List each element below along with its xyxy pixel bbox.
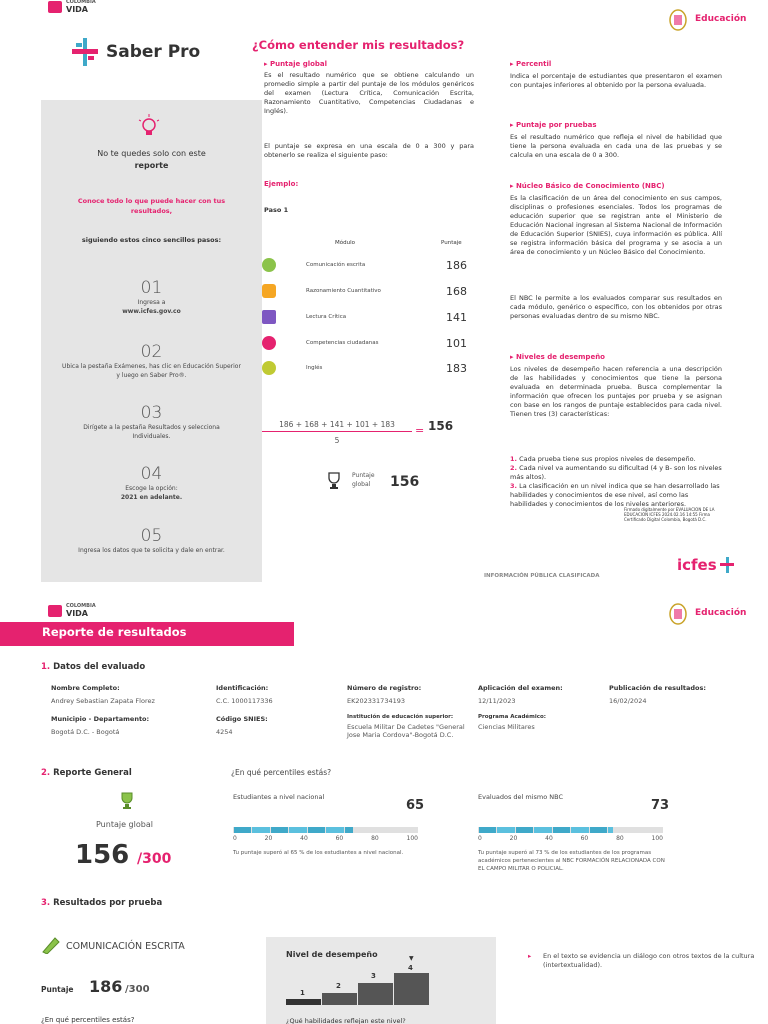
step-01	[41, 278, 262, 316]
field-exam-date: Aplicación del examen: 12/11/2023	[478, 684, 563, 705]
intro-bold: reporte	[134, 161, 169, 170]
level-panel: Nivel de desempeño 1 2 3 4 ▼ ¿Qué habilidades reflejan este nivel?	[266, 937, 496, 1024]
colombia-flag-icon	[48, 1, 62, 13]
colombia-vida-logo-2: COLOMBIA VIDA	[48, 604, 96, 618]
percentile-question: ¿En qué percentiles estás?	[231, 768, 332, 777]
module-score: 101	[446, 336, 467, 350]
percentil-text: Indica el porcentaje de estudiantes que presentaron el examen con puntajes inferiores al obtenido por la persona evaluada.	[510, 72, 722, 89]
percentil-title: ▸ Percentil	[510, 60, 552, 68]
nbc-title: ▸ Núcleo Básico de Conocimiento (NBC)	[510, 182, 665, 190]
module-score: 141	[446, 310, 467, 324]
bar-segment	[271, 827, 289, 833]
step-text: Ingresa los datos que te solicita y dale en entrar.	[78, 547, 225, 554]
levels-text: Los niveles de desempeño hacen referencia a una descripción de las habilidades y conocimientos que tiene la persona evaluada en determinada prueba. Busca complementar la información que ofrecen los puntajes por prueba y se asignan con base en los rangos de puntaje establecidos para cada nivel. Tienen tres (3) características:	[510, 365, 722, 418]
nbc-text-2: El NBC le permite a los evaluados comparar sus resultados en cada módulo, genérico o específico, con los obtenidos por otras personas evaluadas dentro de su mismo NBC.	[510, 294, 722, 320]
intro-text: No te quedes solo con este	[97, 149, 206, 158]
colombia-vida-logo	[48, 0, 96, 14]
saber-pro-label: Saber Pro	[106, 42, 201, 62]
pp-title: ▸ Puntaje por pruebas	[510, 121, 597, 129]
icfes-logo: icfes	[677, 556, 734, 574]
step-number: 03	[140, 403, 163, 423]
bar-segment	[590, 827, 608, 833]
levels-list	[510, 455, 722, 509]
calculator-icon	[262, 284, 276, 298]
globe-icon	[262, 336, 276, 350]
national-percentile	[233, 793, 426, 856]
bar-segment	[479, 827, 497, 833]
pencil-icon	[41, 936, 61, 954]
module-score: 186	[446, 258, 467, 272]
module-name: Inglés	[306, 365, 323, 371]
bar-segment	[534, 827, 552, 833]
step-04	[41, 464, 262, 502]
module-row	[262, 305, 480, 329]
global-score-value: 156	[75, 840, 130, 870]
digital-signature: Firmado digitalmente por EVALUACION DE LA EDUCACION ICFES 2024.02.16 14:55 Firma Certificado Digital Colombia, Bogotá D.C.	[624, 507, 715, 522]
nbc-percentile	[478, 793, 671, 872]
nbc-progress-bar	[478, 827, 663, 833]
trophy-label: Puntaje global	[352, 472, 375, 488]
level-bullet-text: En el texto se evidencia un diálogo con otros textos de la cultura (intertextualidad).	[543, 952, 755, 969]
field-name: Nombre Completo: Andrey Sebastian Zapata Florez	[51, 684, 155, 705]
level-step-2	[322, 993, 357, 1005]
bar-segment	[345, 827, 353, 833]
book-icon	[262, 310, 276, 324]
formula-result: 156	[428, 419, 454, 433]
step-number: 01	[140, 278, 163, 298]
module-name: Razonamiento Cuantitativo	[306, 288, 381, 294]
pp-text: Es el resultado numérico que refleja el nivel de habilidad que tiene la persona evaluada en cada una de las pruebas y se calcula en una escala de 0 a 300.	[510, 133, 722, 159]
field-registry: Número de registro: EK202331734193	[347, 684, 422, 705]
step-05	[41, 526, 262, 555]
level-title: Nivel de desempeño	[286, 950, 378, 959]
module-name: Competencias ciudadanas	[306, 340, 379, 346]
level-question: ¿Qué habilidades reflejan este nivel?	[286, 1017, 406, 1024]
field-id: Identificación: C.C. 1000117336	[216, 684, 273, 705]
bar-segment	[516, 827, 534, 833]
level-step-1	[286, 999, 321, 1005]
step-03	[41, 403, 262, 441]
section-3-title: 3. Resultados por prueba	[41, 898, 163, 908]
bullet-arrow-icon: ▸	[528, 952, 532, 960]
module-row	[262, 253, 480, 277]
formula-numerator: 186 + 168 + 141 + 101 + 183	[262, 420, 412, 432]
saber-pro-logo	[72, 38, 200, 66]
col-score: Puntaje	[441, 240, 462, 246]
trophy-icon	[119, 792, 135, 810]
coat-of-arms-icon	[667, 600, 689, 626]
ministry-label: Educación	[695, 14, 747, 24]
module-name: Lectura Crítica	[306, 314, 347, 320]
nbc-note: Tu puntaje superó al 73 % de los estudiantes de los programas académicos pertenecientes al NBC FORMACIÓN RELACIONADA CON EL CAMPO MILITAR O POLICIAL.	[478, 850, 665, 872]
global-text: Es el resultado numérico que se obtiene calculando un promedio simple a partir del puntaje de los módulos genéricos del examen (Lectura Crítica, Comunicación Escrita, Razonamiento Cuantitativo, Competencias Ciudadanas e Inglés).	[264, 71, 474, 115]
national-progress-bar	[233, 827, 418, 833]
module-row	[262, 356, 480, 380]
global-score-label: Puntaje global	[96, 820, 153, 829]
levels-title: ▸ Niveles de desempeño	[510, 353, 605, 361]
guide-title: ¿Cómo entender mis resultados?	[252, 38, 465, 52]
col-module: Módulo	[335, 240, 355, 246]
panel-cta: Conoce todo lo que puede hacer con tus resultados,	[77, 197, 226, 215]
level-item: 3. La clasificación en un nivel indica que se han desarrollado las habilidades y conocimientos de ese nivel, así como las habilidades y conocimientos de los niveles anteriores.	[510, 482, 720, 508]
speech-icon	[262, 361, 276, 375]
national-note: Tu puntaje superó al 65 % de los estudiantes a nivel nacional.	[233, 850, 404, 856]
trophy-icon	[326, 472, 342, 490]
example-label: Ejemplo:	[264, 180, 299, 188]
education-logo	[667, 6, 746, 32]
panel-intro	[41, 148, 262, 172]
national-ticks: 0 20 40 60 80 100	[233, 835, 418, 842]
step-label: Paso 1	[264, 206, 289, 214]
module-name: Comunicación escrita	[306, 262, 366, 268]
field-municipality: Municipio - Departamento: Bogotá D.C. - Bogotá	[51, 715, 150, 736]
nbc-ticks: 0 20 40 60 80 100	[478, 835, 663, 842]
field-institution: Institución de educación superior: Escuela Militar De Cadetes "General Jose Maria Cordova"-Bogotá D.C.	[347, 714, 465, 739]
module-score: 186	[89, 977, 123, 996]
module-percentile-question: ¿En qué percentiles estás?	[41, 1016, 135, 1024]
module-score-label: Puntaje	[41, 985, 74, 994]
section-1-title: 1. Datos del evaluado	[41, 662, 146, 672]
bar-segment	[326, 827, 344, 833]
global-title: ▸ Puntaje global	[264, 60, 328, 68]
steps-intro: siguiendo estos cinco sencillos pasos:	[81, 236, 222, 244]
bar-segment	[308, 827, 326, 833]
report-banner	[0, 622, 294, 646]
step-number: 04	[140, 464, 163, 484]
level-step-3	[358, 983, 393, 1005]
bar-segment	[252, 827, 270, 833]
bar-segment	[608, 827, 613, 833]
bar-segment	[553, 827, 571, 833]
bar-segment	[234, 827, 252, 833]
module-score: 183	[446, 361, 467, 375]
education-logo-2: Educación	[667, 600, 746, 626]
module-row	[262, 331, 480, 355]
report-banner-title: Reporte de resultados	[42, 625, 187, 639]
national-label: Estudiantes a nivel nacional	[233, 793, 325, 801]
formula-equals: =	[415, 424, 425, 437]
step-text: Ingresa a	[137, 299, 166, 306]
level-bullet	[528, 952, 760, 970]
bar-segment	[289, 827, 307, 833]
steps-panel	[41, 100, 262, 582]
public-info-label: INFORMACIÓN PÚBLICA CLASIFICADA	[484, 573, 600, 579]
coat-of-arms-icon	[667, 6, 689, 32]
step-text: Ubica la pestaña Exámenes, has clic en Educación Superior y luego en Saber Pro®.	[62, 363, 241, 379]
trophy-value: 156	[390, 474, 420, 490]
step-number: 02	[140, 342, 163, 362]
section-2-title: 2. Reporte General	[41, 768, 132, 778]
step-02	[41, 342, 262, 380]
bar-segment	[571, 827, 589, 833]
current-level-marker-icon: ▼	[409, 955, 414, 962]
nbc-value: 73	[651, 798, 670, 813]
saber-pro-mark-icon	[72, 38, 98, 66]
formula-denominator: 5	[334, 436, 340, 445]
field-snies: Código SNIES: 4254	[216, 715, 268, 736]
global-score-max: /300	[137, 851, 172, 867]
formula	[262, 420, 412, 445]
pencil-icon	[262, 258, 276, 272]
vida-label: VIDA	[66, 5, 88, 14]
step-text: Escoge la opción:	[125, 485, 178, 492]
colombia-label: COLOMBIA	[66, 0, 96, 5]
level-item: 2. Cada nivel va aumentando su dificultad (4 y B- son los niveles más altos).	[510, 464, 722, 481]
field-publication: Publicación de resultados: 16/02/2024	[609, 684, 706, 705]
step-text: Dirígete a la pestaña Resultados y selecciona Individuales.	[83, 424, 220, 440]
national-value: 65	[406, 798, 425, 813]
colombia-flag-icon	[48, 605, 62, 617]
bar-segment	[497, 827, 515, 833]
module-score: 168	[446, 284, 467, 298]
step-bold: 2021 en adelante.	[120, 494, 183, 501]
module-row	[262, 279, 480, 303]
module-title: COMUNICACIÓN ESCRITA	[66, 941, 185, 952]
module-score-max: /300	[125, 984, 150, 995]
lightbulb-icon	[137, 114, 161, 140]
field-program: Programa Académico: Ciencias Militares	[478, 714, 546, 731]
nbc-label: Evaluados del mismo NBC	[478, 793, 564, 801]
scale-text: El puntaje se expresa en una escala de 0 a 300 y para obtenerlo se realiza el siguiente paso:	[264, 142, 474, 159]
level-item: 1. Cada prueba tiene sus propios niveles de desempeño.	[510, 455, 696, 463]
icfes-mark-icon	[720, 557, 734, 573]
step-number: 05	[140, 526, 163, 546]
icfes-link[interactable]: www.icfes.gov.co	[122, 308, 181, 315]
level-step-4	[394, 973, 429, 1005]
nbc-text: Es la clasificación de un área del conocimiento en sus campos, disciplinas o profesiones esenciales. Todos los programas de educación superior que se registran ante el Ministerio de Educación Nacional ingresan al Sistema Nacional de Información de Educación Superior (SNIES), cuya información es pública. Allí se registra información básica del programa y se asocia a un área de conocimiento y un Núcleo Básico del Conocimiento.	[510, 194, 722, 256]
